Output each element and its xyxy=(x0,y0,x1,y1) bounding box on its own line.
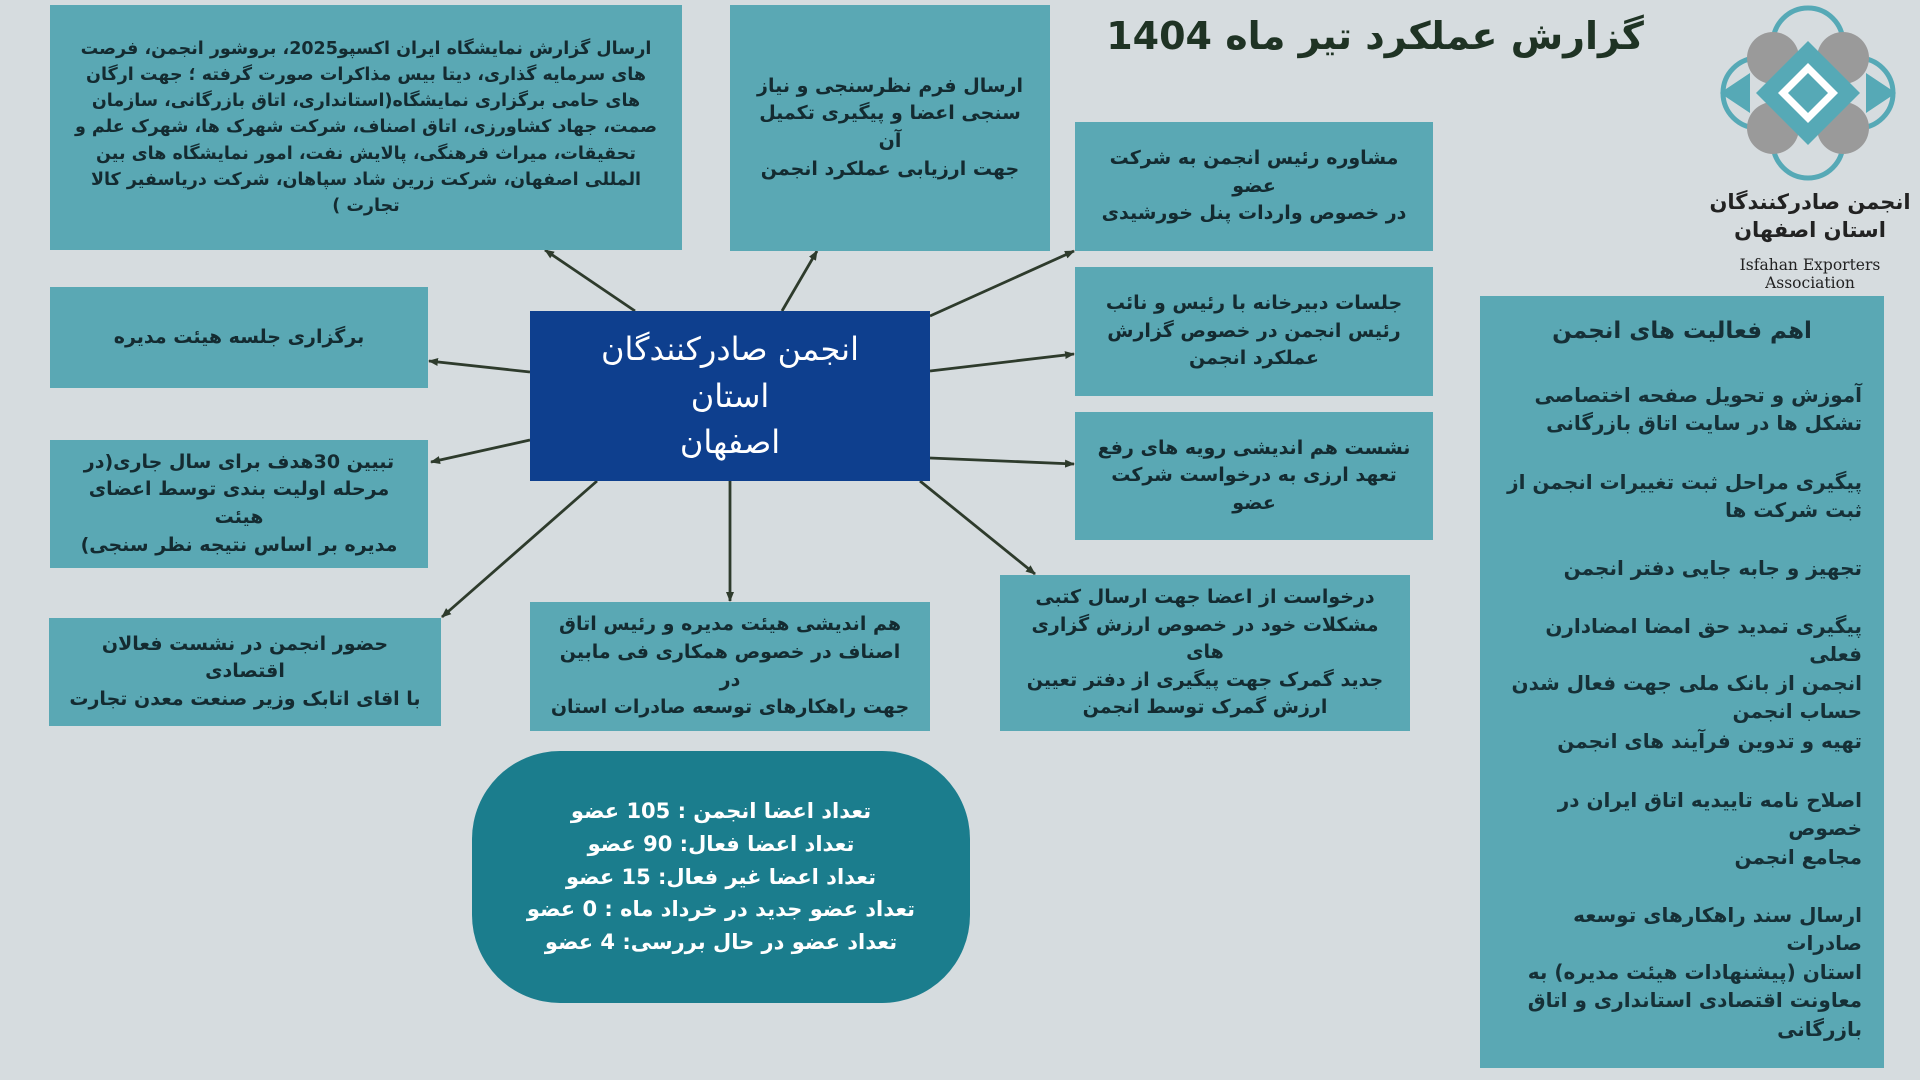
association-logo xyxy=(1700,0,1920,290)
node-guilds-meeting: هم اندیشی هیئت مدیره و رئیس اتاق اصناف در خصوص همکاری فی مابین در جهت راهکارهای توسعه صادرات استان xyxy=(530,602,930,731)
node-solar-consult: مشاوره رئیس انجمن به شرکت عضو در خصوص واردات پنل خورشیدی xyxy=(1075,122,1433,251)
node-minister-session: حضور انجمن در نشست فعالان اقتصادی با اقای اتابک وزیر صنعت معدن تجارت xyxy=(49,618,441,726)
arrow-to-solar-consult xyxy=(930,251,1074,316)
activity-item: تهیه و تدوین فرآیند های انجمن xyxy=(1557,729,1862,753)
node-goals: تبیین 30هدف برای سال جاری(در مرحله اولیت بندی توسط اعضای هیئت مدیره بر اساس نتیجه نظر سنجی) xyxy=(50,440,428,568)
page-title: گزارش عملکرد تیر ماه 1404 xyxy=(1106,14,1644,58)
node-currency-session: نشست هم اندیشی رویه های رفع تعهد ارزی به درخواست شرکت عضو xyxy=(1075,412,1433,540)
logo-name-english: Isfahan Exporters Association xyxy=(1739,256,1881,292)
arrow-to-minister-session xyxy=(442,481,597,617)
activity-item: اصلاح نامه تاییدیه اتاق ایران در خصوص مجامع انجمن xyxy=(1557,788,1862,869)
stat-pending-members: تعداد عضو در حال بررسی: 4 عضو xyxy=(544,930,898,955)
rosette-logo-icon xyxy=(1710,0,1906,186)
activity-item: تجهیز و جابه جایی دفتر انجمن xyxy=(1563,556,1862,580)
stat-new-members: تعداد عضو جدید در خرداد ماه : 0 عضو xyxy=(526,897,916,922)
arrow-to-customs-request xyxy=(920,481,1035,574)
logo-name-persian: انجمن صادرکنندگان استان اصفهان xyxy=(1709,190,1911,243)
membership-stats xyxy=(472,751,970,1003)
node-survey-form: ارسال فرم نظرسنجی و نیاز سنجی اعضا و پیگیری تکمیل آن جهت ارزیابی عملکرد انجمن xyxy=(730,5,1050,251)
stat-total-members: تعداد اعضا انجمن : 105 عضو xyxy=(570,799,872,824)
center-node: انجمن صادرکنندگان استان اصفهان xyxy=(530,311,930,481)
arrow-to-survey-form xyxy=(782,251,817,311)
node-customs-request: درخواست از اعضا جهت ارسال کتبی مشکلات خود در خصوص ارزش گزاری های جدید گمرک جهت پیگیری از دفتر تعیین ارزش گمرک توسط انجمن xyxy=(1000,575,1410,731)
stat-active-members: تعداد اعضا فعال: 90 عضو xyxy=(587,831,855,856)
node-expo-report: ارسال گزارش نمایشگاه ایران اکسپو2025، بروشور انجمن، فرصت های سرمایه گذاری، دیتا بیس مذاکرات صورت گرفته ؛ جهت ارگان های حامی برگزاری نمایشگاه(استانداری، اتاق بازرگانی، سازمان صمت، جهاد کشاورزی، اتاق اصناف، شرکت شهرک ها، شهرک علم و تحقیقات، میراث فرهنگی، پالایش نفت، امور نمایشگاه های بین المللی اصفهان، شرکت زرین شاد سپاهان، شرکت درياسفير کالا تجارت ) xyxy=(50,5,682,250)
activity-item: پیگیری تمدید حق امضا امضادارن فعلی انجمن از بانک ملی جهت فعال شدن حساب انجمن xyxy=(1511,614,1862,724)
node-board-meeting: برگزاری جلسه هیئت مدیره xyxy=(50,287,428,388)
activity-item: ارسال سند راهکارهای توسعه صادرات استان (پیشنهادات هیئت مدیره) به معاونت اقتصادی استانداری و اتاق بازرگانی xyxy=(1527,903,1862,1041)
arrow-to-board-meeting xyxy=(429,361,530,372)
arrow-to-goals xyxy=(431,440,530,462)
activities-panel xyxy=(1480,296,1884,1068)
activity-item: پیگیری مراحل ثبت تغییرات انجمن از ثبت شرکت ها xyxy=(1507,470,1862,523)
activity-item: آموزش و تحویل صفحه اختصاصی تشکل ها در سایت اتاق بازرگانی xyxy=(1534,383,1862,436)
activities-title: اهم فعالیت های انجمن xyxy=(1552,318,1812,344)
arrow-to-expo-report xyxy=(545,250,635,311)
stat-inactive-members: تعداد اعضا غیر فعال: 15 عضو xyxy=(565,864,877,889)
node-secretariat-meetings: جلسات دبیرخانه با رئیس و نائب رئیس انجمن در خصوص گزارش عملکرد انجمن xyxy=(1075,267,1433,396)
arrow-to-currency-session xyxy=(930,458,1074,464)
arrow-to-secretariat-meetings xyxy=(930,354,1074,371)
